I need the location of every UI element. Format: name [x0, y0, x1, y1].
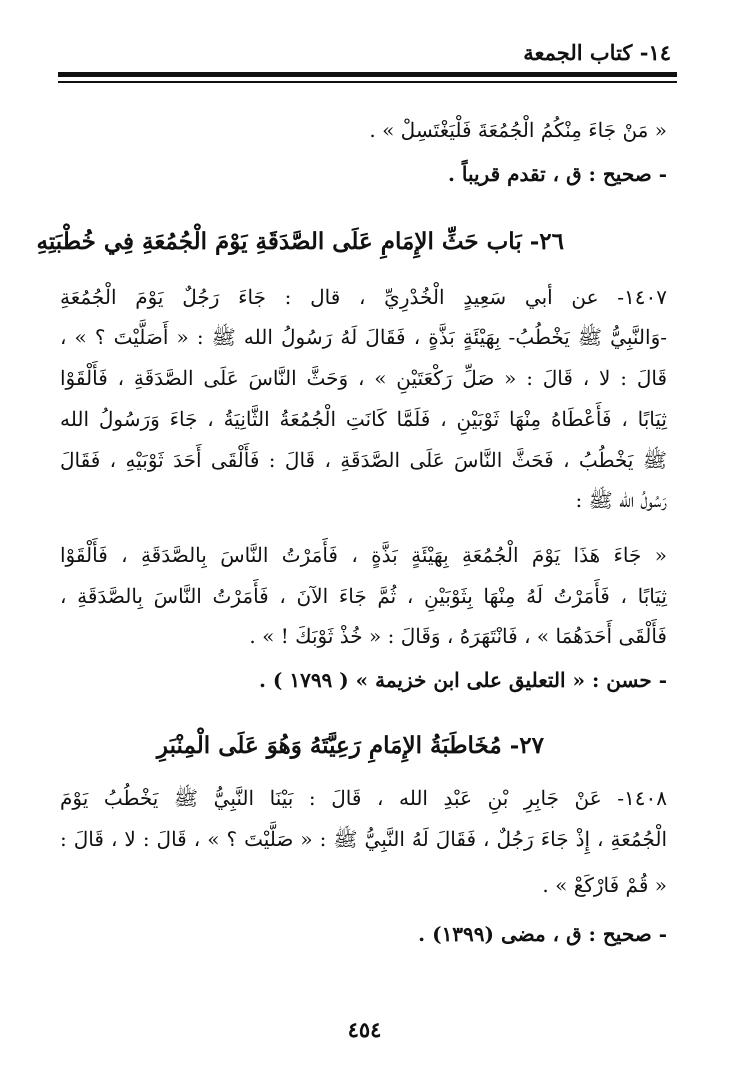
grading-note: - صحيح : ق ، مضى (١٣٩٩) . — [418, 922, 667, 946]
grading-note: - صحيح : ق ، تقدم قريباً . — [447, 162, 667, 186]
hadith-1408-line: « قُمْ فَارْكَعْ » . — [542, 873, 667, 897]
hadith-1407-line: قَالَ : لا ، قَالَ : « صَلِّ رَكْعَتَيْنِ » ، وَحَثَّ النَّاسَ عَلَى الصَّدَقَةِ ، فَأَلْقَوْا — [60, 366, 667, 390]
hadith-1407-line: ثِيَابًا ، فَأَعْطَاهُ مِنْهَا ثَوْبَيْنِ ، فَلَمَّا كَانَتِ الْجُمُعَةُ الثَّانِيَةُ ، جَاءَ وَرَسُولُ الله — [60, 407, 667, 431]
hadith-1408-line: الْجُمُعَةِ ، إِذْ جَاءَ رَجُلٌ ، فَقَالَ لَهُ النَّبِيُّ ﷺ : « صَلَّيْتَ ؟ » ، قَالَ : لا ، قَالَ : — [60, 827, 667, 851]
hadith-quote-line: « مَنْ جَاءَ مِنْكُمُ الْجُمُعَةَ فَلْيَغْتَسِلْ » . — [369, 118, 667, 142]
hadith-1407-line: ﷺ يَخْطُبُ ، فَحَثَّ النَّاسَ عَلَى الصَّدَقَةِ ، قَالَ : فَأَلْقَى أَحَدَ ثَوْبَيْهِ ، فَقَالَ — [60, 448, 667, 472]
grading-note: - حسن : « التعليق على ابن خزيمة » ( ١٧٩٩ ) . — [258, 668, 667, 692]
hadith-quote-line: « جَاءَ هَذَا يَوْمَ الْجُمُعَةِ بِهَيْئَةٍ بَذَّةٍ ، فَأَمَرْتُ النَّاسَ بِالصَّدَقَةِ ، فَأَلْقَوْا — [60, 543, 667, 567]
header-rule-thick — [58, 72, 677, 77]
hadith-1407-line: -وَالنَّبِيُّ ﷺ يَخْطُبُ- بِهَيْئَةٍ بَذَّةٍ ، فَقَالَ لَهُ رَسُولُ الله ﷺ : « أَصَلَّيْتَ ؟ » ، — [60, 325, 667, 349]
hadith-quote-line: فَأَلْقَى أَحَدَهُمَا » ، فَانْتَهَرَهُ ، وَقَالَ : « خُذْ ثَوْبَكَ ! » . — [249, 624, 667, 648]
header-rule-thin — [58, 81, 677, 83]
chapter-title-27: ٢٧- مُخَاطَبَةُ الإِمَامِ رَعِيَّتَهُ وَهُوَ عَلَى الْمِنْبَرِ — [156, 732, 544, 759]
chapter-title-26: ٢٦- بَاب حَثِّ الإِمَامِ عَلَى الصَّدَقَةِ يَوْمَ الْجُمُعَةِ فِي خُطْبَتِهِ — [36, 228, 564, 255]
running-header: ١٤- كتاب الجمعة — [523, 40, 671, 65]
hadith-1407-line: رَسُولُ الله ﷺ : — [575, 488, 667, 512]
hadith-1408-line: ١٤٠٨- عَنْ جَابِرِ بْنِ عَبْدِ الله ، قَالَ : بَيْنَا النَّبِيُّ ﷺ يَخْطُبُ يَوْمَ — [60, 786, 667, 810]
hadith-quote-line: ثِيَابًا ، فَأَمَرْتُ لَهُ مِنْهَا بِثَوْبَيْنِ ، ثُمَّ جَاءَ الآنَ ، فَأَمَرْتُ النَّاسَ بِالصَّدَقَةِ ، — [60, 584, 667, 608]
hadith-1407-line: ١٤٠٧- عن أبي سَعِيدٍ الْخُدْرِيِّ ، قال : جَاءَ رَجُلٌ يَوْمَ الْجُمُعَةِ — [60, 285, 667, 309]
page-number: ٤٥٤ — [347, 1017, 382, 1042]
